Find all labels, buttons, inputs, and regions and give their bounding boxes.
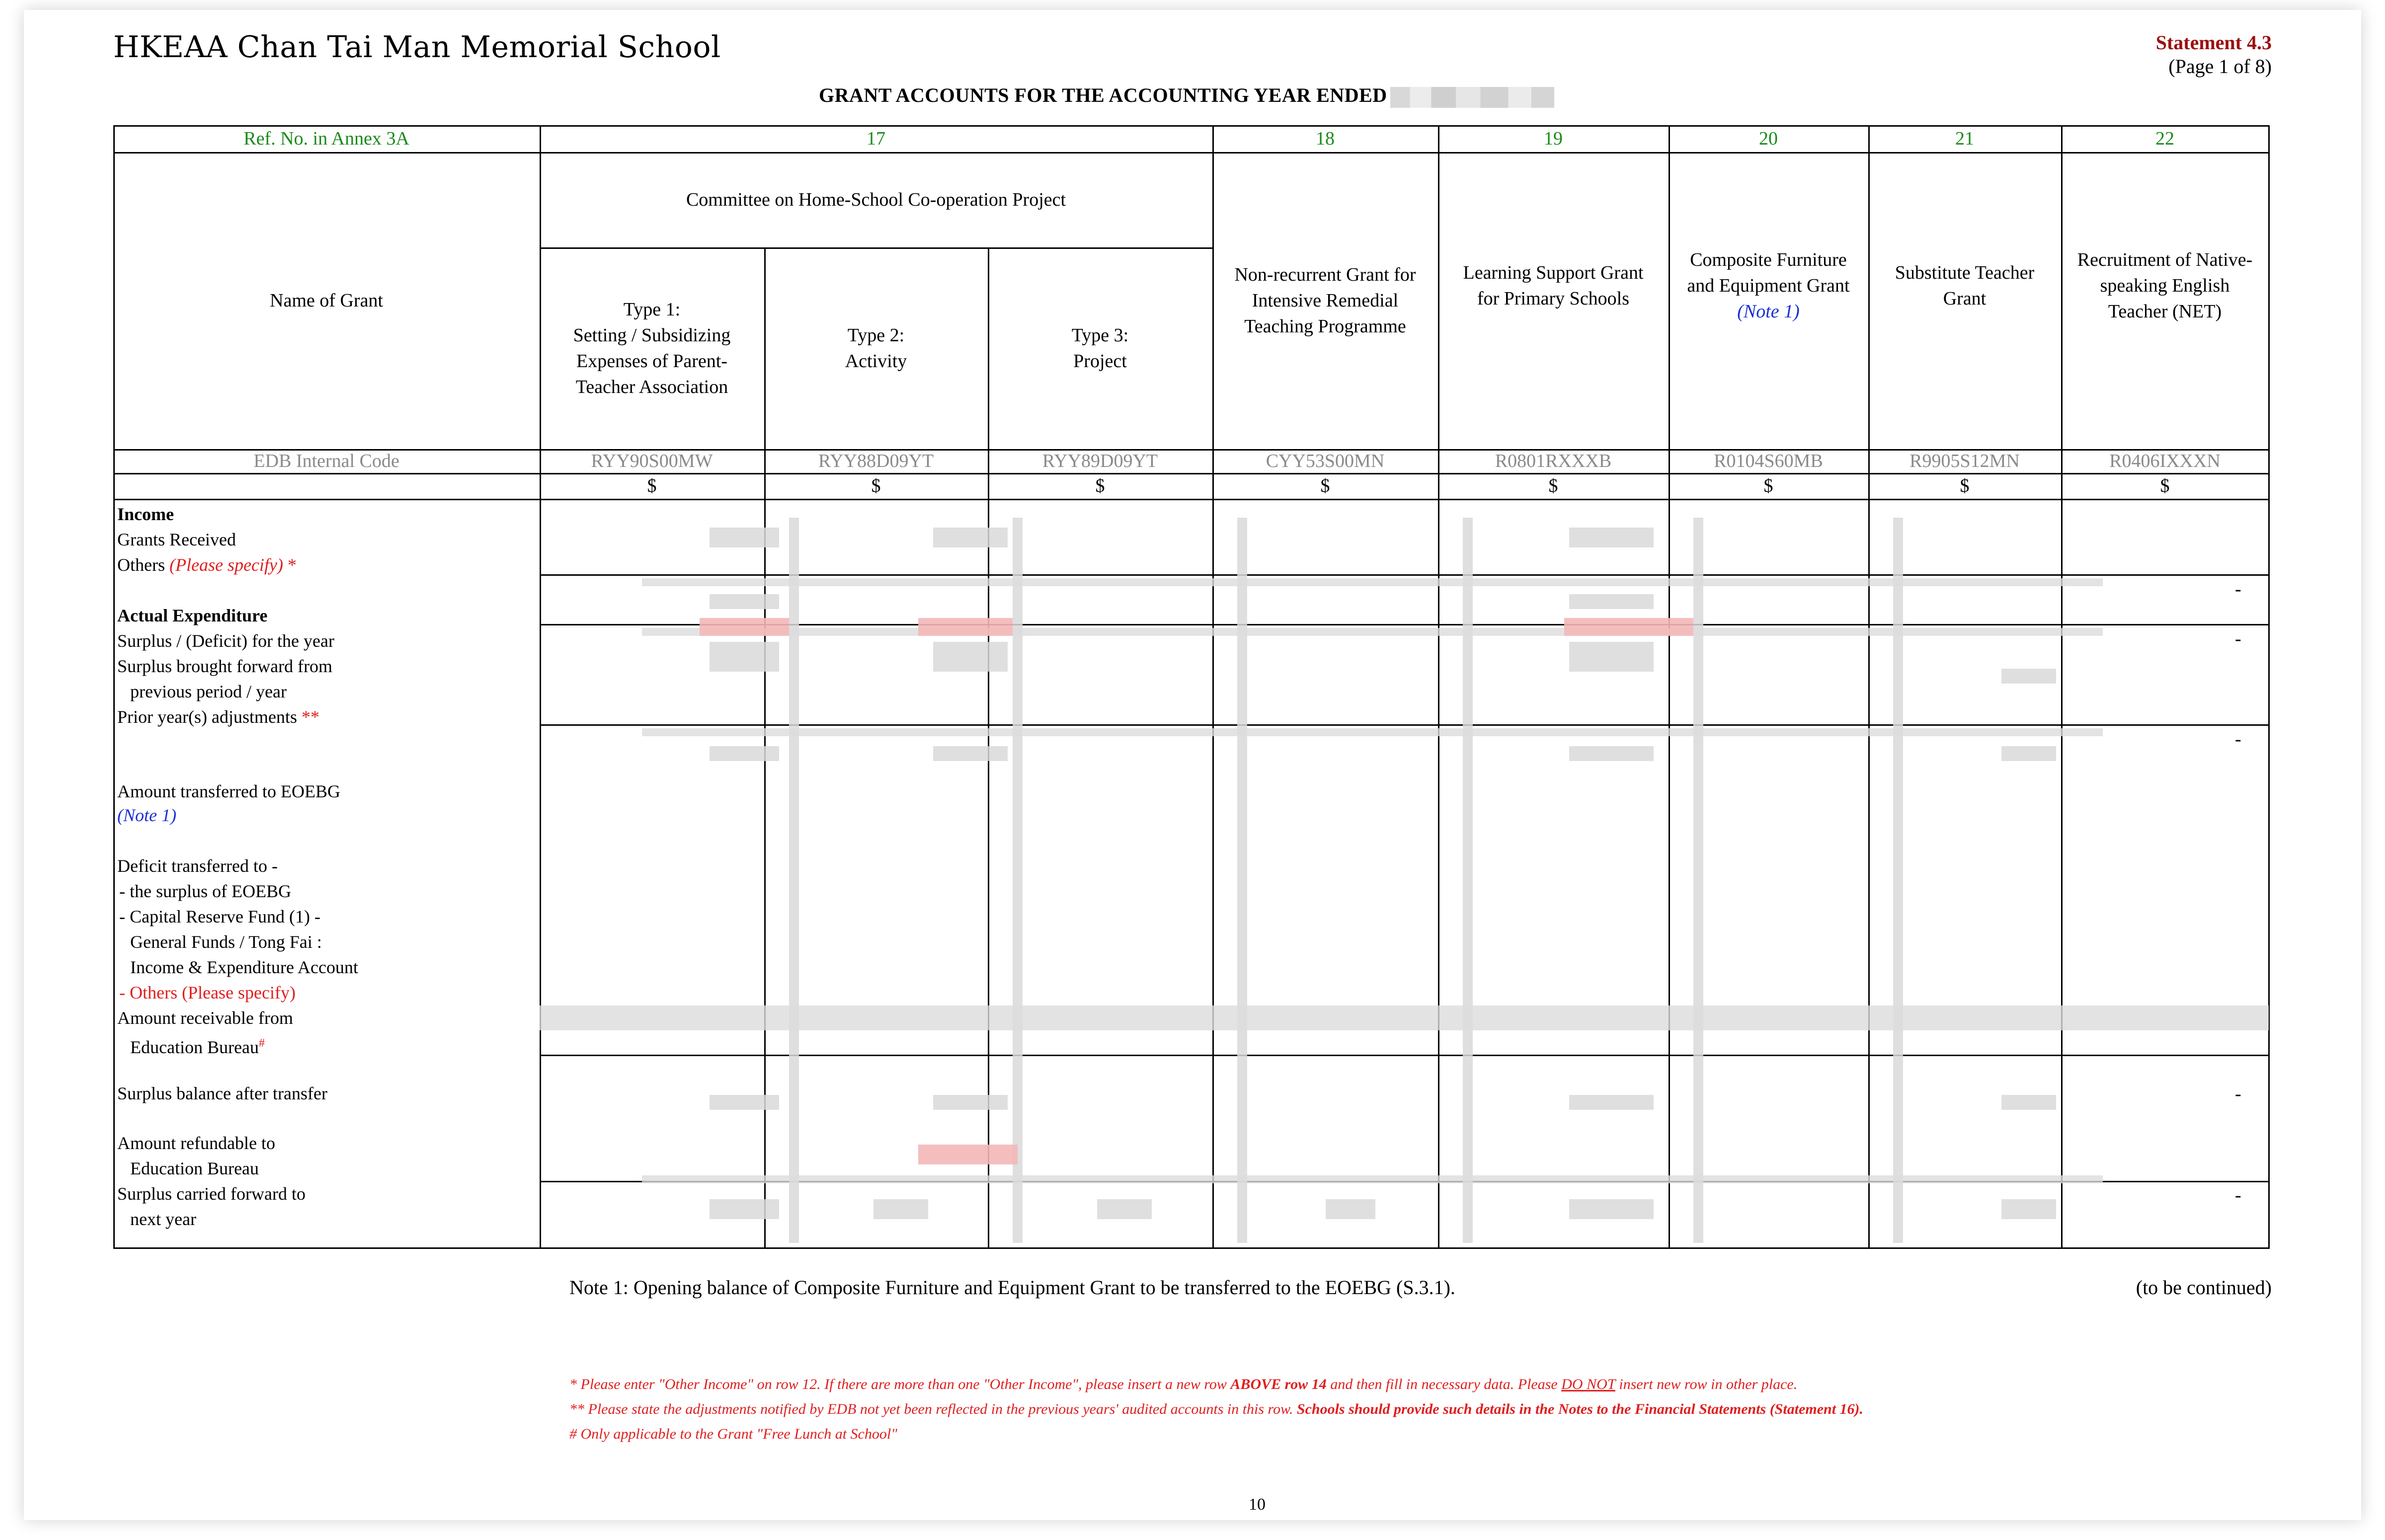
redacted-value [710, 642, 779, 672]
to-be-continued: (to be continued) [2136, 1276, 2272, 1299]
row-receivable: Amount receivable from [117, 1008, 293, 1028]
currency-cell: $ [2160, 475, 2170, 496]
redacted-date [1390, 87, 1554, 108]
redaction-bar [789, 518, 799, 1243]
row-income: Income [117, 504, 174, 524]
redaction-bar [642, 1175, 2103, 1183]
currency-cell: $ [1095, 475, 1105, 496]
currency-cell: $ [647, 475, 657, 496]
code-cell: CYY53S00MN [1266, 451, 1385, 471]
redacted-value [874, 1199, 928, 1219]
currency-cell: $ [1548, 475, 1558, 496]
grant-17-title: Committee on Home-School Co-operation Project [686, 189, 1066, 210]
redacted-value [918, 618, 1013, 636]
dash-cell: - [2235, 729, 2241, 750]
code-cell: R0801RXXXB [1495, 451, 1612, 471]
ref-17: 17 [867, 128, 885, 149]
title-text: GRANT ACCOUNTS FOR THE ACCOUNTING YEAR ENDED [819, 84, 1387, 106]
code-cell: RYY88D09YT [818, 451, 934, 471]
redacted-value [1564, 618, 1693, 636]
redaction-bar [642, 728, 2103, 736]
row-refundable-2: Education Bureau [130, 1158, 259, 1178]
redacted-value [933, 1095, 1008, 1110]
ref-22: 22 [2155, 128, 2174, 149]
footnote-hash: # Only applicable to the Grant "Free Lunch at School" [569, 1426, 897, 1442]
statement-number: Statement 4.3 [2155, 31, 2272, 54]
ref-21: 21 [1955, 128, 1974, 149]
redacted-value [710, 528, 779, 547]
redacted-value [2001, 669, 2056, 684]
row-others-specify: - Others (Please specify) [119, 983, 296, 1002]
ref-label: Ref. No. in Annex 3A [243, 128, 409, 149]
redacted-value [710, 1199, 779, 1219]
row-surplus-eoebg: - the surplus of EOEBG [119, 881, 291, 901]
redacted-value [2001, 746, 2056, 761]
grant-19-title: Learning Support Grant for Primary Schools [1463, 262, 1644, 309]
redaction-bar [1013, 518, 1023, 1243]
row-actual-expenditure: Actual Expenditure [117, 606, 268, 625]
row-transfer-eoebg: Amount transferred to EOEBG [117, 781, 340, 801]
redacted-value [1097, 1199, 1152, 1219]
grant-17-type3: Type 3: Project [1071, 325, 1129, 372]
document-page [24, 10, 2361, 1520]
row-transfer-note: (Note 1) [117, 805, 176, 825]
footnote-double-star: ** Please state the adjustments notified by EDB not yet been reflected in the previous years' audited accounts in this row. Schools should provide such details in the Notes to the Financial Statements (Statement 16). [569, 1401, 1864, 1417]
row-prior-adjustments: Prior year(s) adjustments ** [117, 707, 319, 727]
row-surplus-deficit: Surplus / (Deficit) for the year [117, 631, 334, 651]
redaction-bar [1693, 518, 1703, 1243]
page-number: 10 [1249, 1495, 1266, 1514]
redacted-value [918, 1145, 1018, 1164]
row-refundable: Amount refundable to [117, 1133, 275, 1153]
row-surplus-after: Surplus balance after transfer [117, 1083, 327, 1103]
code-cell: RYY90S00MW [591, 451, 713, 471]
grant-17-type2: Type 2: Activity [845, 325, 907, 372]
row-deficit-transferred: Deficit transferred to - [117, 856, 278, 876]
redacted-value [1569, 528, 1654, 547]
redaction-bar [1237, 518, 1247, 1243]
grant-20-note: (Note 1) [1737, 301, 1800, 322]
document-title [819, 83, 1554, 108]
redacted-value [1569, 1199, 1654, 1219]
row-carried-forward-2: next year [130, 1209, 196, 1229]
currency-cell: $ [871, 475, 881, 496]
statement-label [2156, 31, 2272, 78]
redacted-value [1326, 1199, 1375, 1219]
redaction-bar [642, 578, 2103, 586]
redacted-value [2001, 1095, 2056, 1110]
currency-cell: $ [1320, 475, 1330, 496]
code-cell: RYY89D09YT [1042, 451, 1158, 471]
redacted-value [700, 618, 789, 636]
code-cell: R9905S12MN [1909, 451, 2020, 471]
currency-cell: $ [1763, 475, 1773, 496]
code-label: EDB Internal Code [253, 451, 399, 471]
row-surplus-bf: Surplus brought forward from [117, 656, 332, 676]
page-of: (Page 1 of 8) [2168, 55, 2272, 77]
note-1: Note 1: Opening balance of Composite Furniture and Equipment Grant to be transferred to the EOEBG (S.3.1). [569, 1276, 1455, 1299]
school-name: HKEAA Chan Tai Man Memorial School [113, 30, 721, 65]
redacted-value [1569, 746, 1654, 761]
name-of-grant-label: Name of Grant [270, 290, 383, 311]
currency-cell: $ [1960, 475, 1970, 496]
grant-accounts-table [113, 125, 2270, 1249]
row-general-funds: General Funds / Tong Fai : [130, 932, 322, 952]
redacted-value [933, 528, 1008, 547]
redacted-value [710, 746, 779, 761]
row-others: Others (Please specify) * [117, 555, 297, 575]
redacted-value [1569, 1095, 1654, 1110]
redaction-bar [1463, 518, 1473, 1243]
ref-18: 18 [1316, 128, 1335, 149]
grant-20-title: Composite Furniture and Equipment Grant (Note 1) [1669, 152, 1868, 449]
ref-19: 19 [1544, 128, 1563, 149]
redacted-value [933, 746, 1008, 761]
row-capital-reserve: - Capital Reserve Fund (1) - [119, 907, 320, 926]
row-carried-forward: Surplus carried forward to [117, 1184, 306, 1204]
row-grants-received: Grants Received [117, 530, 236, 549]
redacted-value [2001, 1199, 2056, 1219]
code-cell: R0104S60MB [1714, 451, 1823, 471]
redaction-bar [540, 1005, 2269, 1030]
redaction-bar [1893, 518, 1903, 1243]
redaction-bar [642, 628, 2103, 636]
grant-22-title: Recruitment of Native- speaking English Teacher (NET) [2077, 249, 2253, 322]
row-receivable-2: Education Bureau# [130, 1037, 265, 1057]
redacted-value [1569, 594, 1654, 609]
row-income-expenditure: Income & Expenditure Account [130, 957, 358, 977]
grant-21-title: Substitute Teacher Grant [1895, 262, 2035, 309]
dash-cell: - [2235, 579, 2241, 600]
dash-cell: - [2235, 628, 2241, 649]
grant-17-type1: Type 1: Setting / Subsidizing Expenses of Parent- Teacher Association [573, 299, 731, 397]
footnote-star: * Please enter "Other Income" on row 12. If there are more than one "Other Income", please insert a new row ABOVE row 14 and then fill in necessary data. Please DO NOT insert new row in other place. [569, 1376, 1798, 1392]
dash-cell: - [2235, 1185, 2241, 1206]
redacted-value [710, 594, 779, 609]
ref-20: 20 [1759, 128, 1778, 149]
redacted-value [1569, 642, 1654, 672]
redacted-value [710, 1095, 779, 1110]
grant-18-title: Non-recurrent Grant for Intensive Remedial Teaching Programme [1234, 264, 1416, 337]
row-surplus-bf-2: previous period / year [130, 682, 287, 701]
redacted-value [933, 642, 1008, 672]
dash-cell: - [2235, 1083, 2241, 1104]
code-cell: R0406IXXXN [2109, 451, 2221, 471]
